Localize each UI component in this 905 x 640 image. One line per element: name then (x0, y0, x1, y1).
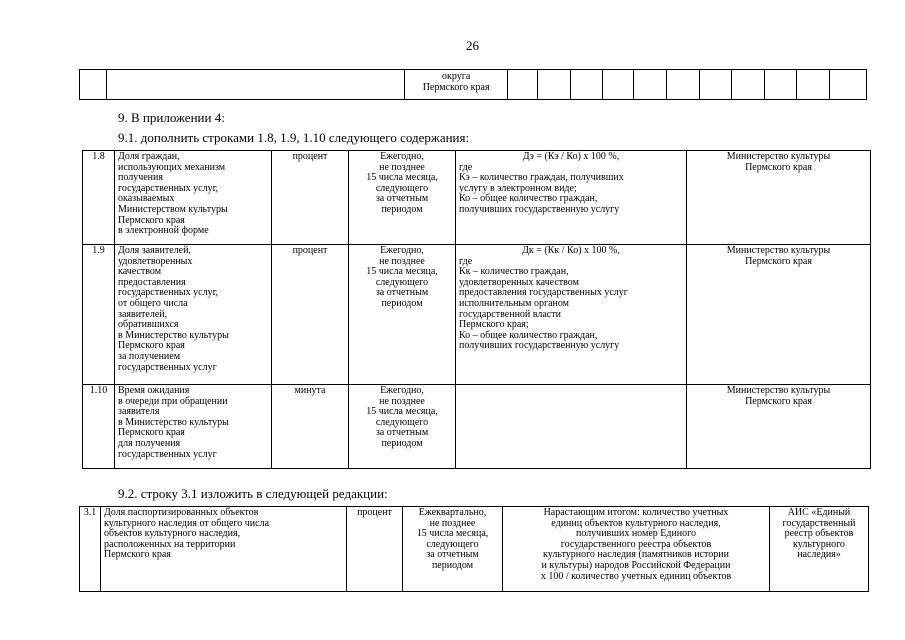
district-text: округа Пермского края (422, 71, 490, 93)
row-formula: Нарастающим итогом: количество учетных единиц объектов культурного наследия, получивших номер Единого государственного реестра объектов культурного наследия (памятников истории и культуры) народов Российской Федерации х 100 / количество учетных единиц объектов (503, 507, 770, 592)
top-cell (830, 70, 867, 100)
top-cell (107, 70, 405, 100)
row-source: Министерство культуры Пермского края (687, 385, 871, 469)
table-row (80, 507, 869, 592)
top-cell (667, 70, 700, 100)
row-source: АИС «Единый государственный реестр объектов культурного наследия» (770, 507, 869, 592)
row-source: Министерство культуры Пермского края (687, 151, 871, 245)
top-cell (764, 70, 797, 100)
district-cell (405, 70, 508, 100)
top-table (79, 69, 867, 100)
row-formula: Дк = (Кк / Ко) х 100 %, (522, 245, 620, 256)
top-cell (537, 70, 571, 100)
row-unit: процент (272, 151, 349, 245)
table-row (83, 245, 871, 385)
row-unit: процент (272, 245, 349, 385)
paragraph-9-1: 9.1. дополнить строками 1.8, 1.9, 1.10 следующего содержания: (118, 130, 470, 145)
top-cell (699, 70, 732, 100)
row-unit: минута (272, 385, 349, 469)
page-number: 26 (466, 38, 479, 53)
top-cell (80, 70, 107, 100)
top-cell (571, 70, 603, 100)
bottom-table (79, 506, 869, 592)
row-name: Время ожидания в очереди при обращении заявителя в Министерство культуры Пермского края для получения государственных услуг (115, 385, 272, 469)
top-cell (602, 70, 634, 100)
row-name: Доля граждан, использующих механизм получения государственных услуг, оказываемых Министерством культуры Пермского края в электронной форме (115, 151, 272, 245)
row-source: Министерство культуры Пермского края (687, 245, 871, 385)
paragraph-9: 9. В приложении 4: (118, 110, 225, 125)
row-number: 3.1 (80, 507, 101, 592)
row-formula-desc: где Кэ – количество граждан, получивших услугу в электронном виде; Ко – общее количество граждан, получивших государственную услугу (459, 161, 624, 215)
main-table (82, 150, 871, 469)
top-cell (732, 70, 765, 100)
row-number: 1.8 (83, 151, 115, 245)
table-row (83, 385, 871, 469)
row-period: Ежегодно, не позднее 15 числа месяца, следующего за отчетным периодом (349, 385, 456, 469)
row-formula-cell (456, 151, 687, 245)
table-row (83, 151, 871, 245)
row-formula: Дэ = (Кэ / Ко) х 100 %, (522, 151, 620, 162)
row-number: 1.10 (83, 385, 115, 469)
row-formula-desc: где Кк – количество граждан, удовлетворенных качеством предоставления государственных услуг исполнительным органом государственной власти Пермского края; Ко – общее количество граждан, получивших государственную услугу (459, 255, 628, 352)
row-period: Ежеквартально, не позднее 15 числа месяца, следующего за отчетным периодом (403, 507, 503, 592)
top-cell (508, 70, 537, 100)
row-unit: процент (347, 507, 403, 592)
row-period: Ежегодно, не позднее 15 числа месяца, следующего за отчетным периодом (349, 151, 456, 245)
row-name: Доля заявителей, удовлетворенных качеством предоставления государственных услуг, от общего числа заявителей, обратившихся в Министерство культуры Пермского края за получением государственных услуг (115, 245, 272, 385)
row-formula-cell (456, 385, 687, 469)
top-cell (797, 70, 830, 100)
paragraph-9-2: 9.2. строку 3.1 изложить в следующей редакции: (118, 486, 388, 501)
top-cell (634, 70, 667, 100)
row-formula-cell (456, 245, 687, 385)
row-name: Доля паспортизированных объектов культурного наследия от общего числа объектов культурного наследия, расположенных на территории Пермского края (101, 507, 347, 592)
row-number: 1.9 (83, 245, 115, 385)
row-period: Ежегодно, не позднее 15 числа месяца, следующего за отчетным периодом (349, 245, 456, 385)
